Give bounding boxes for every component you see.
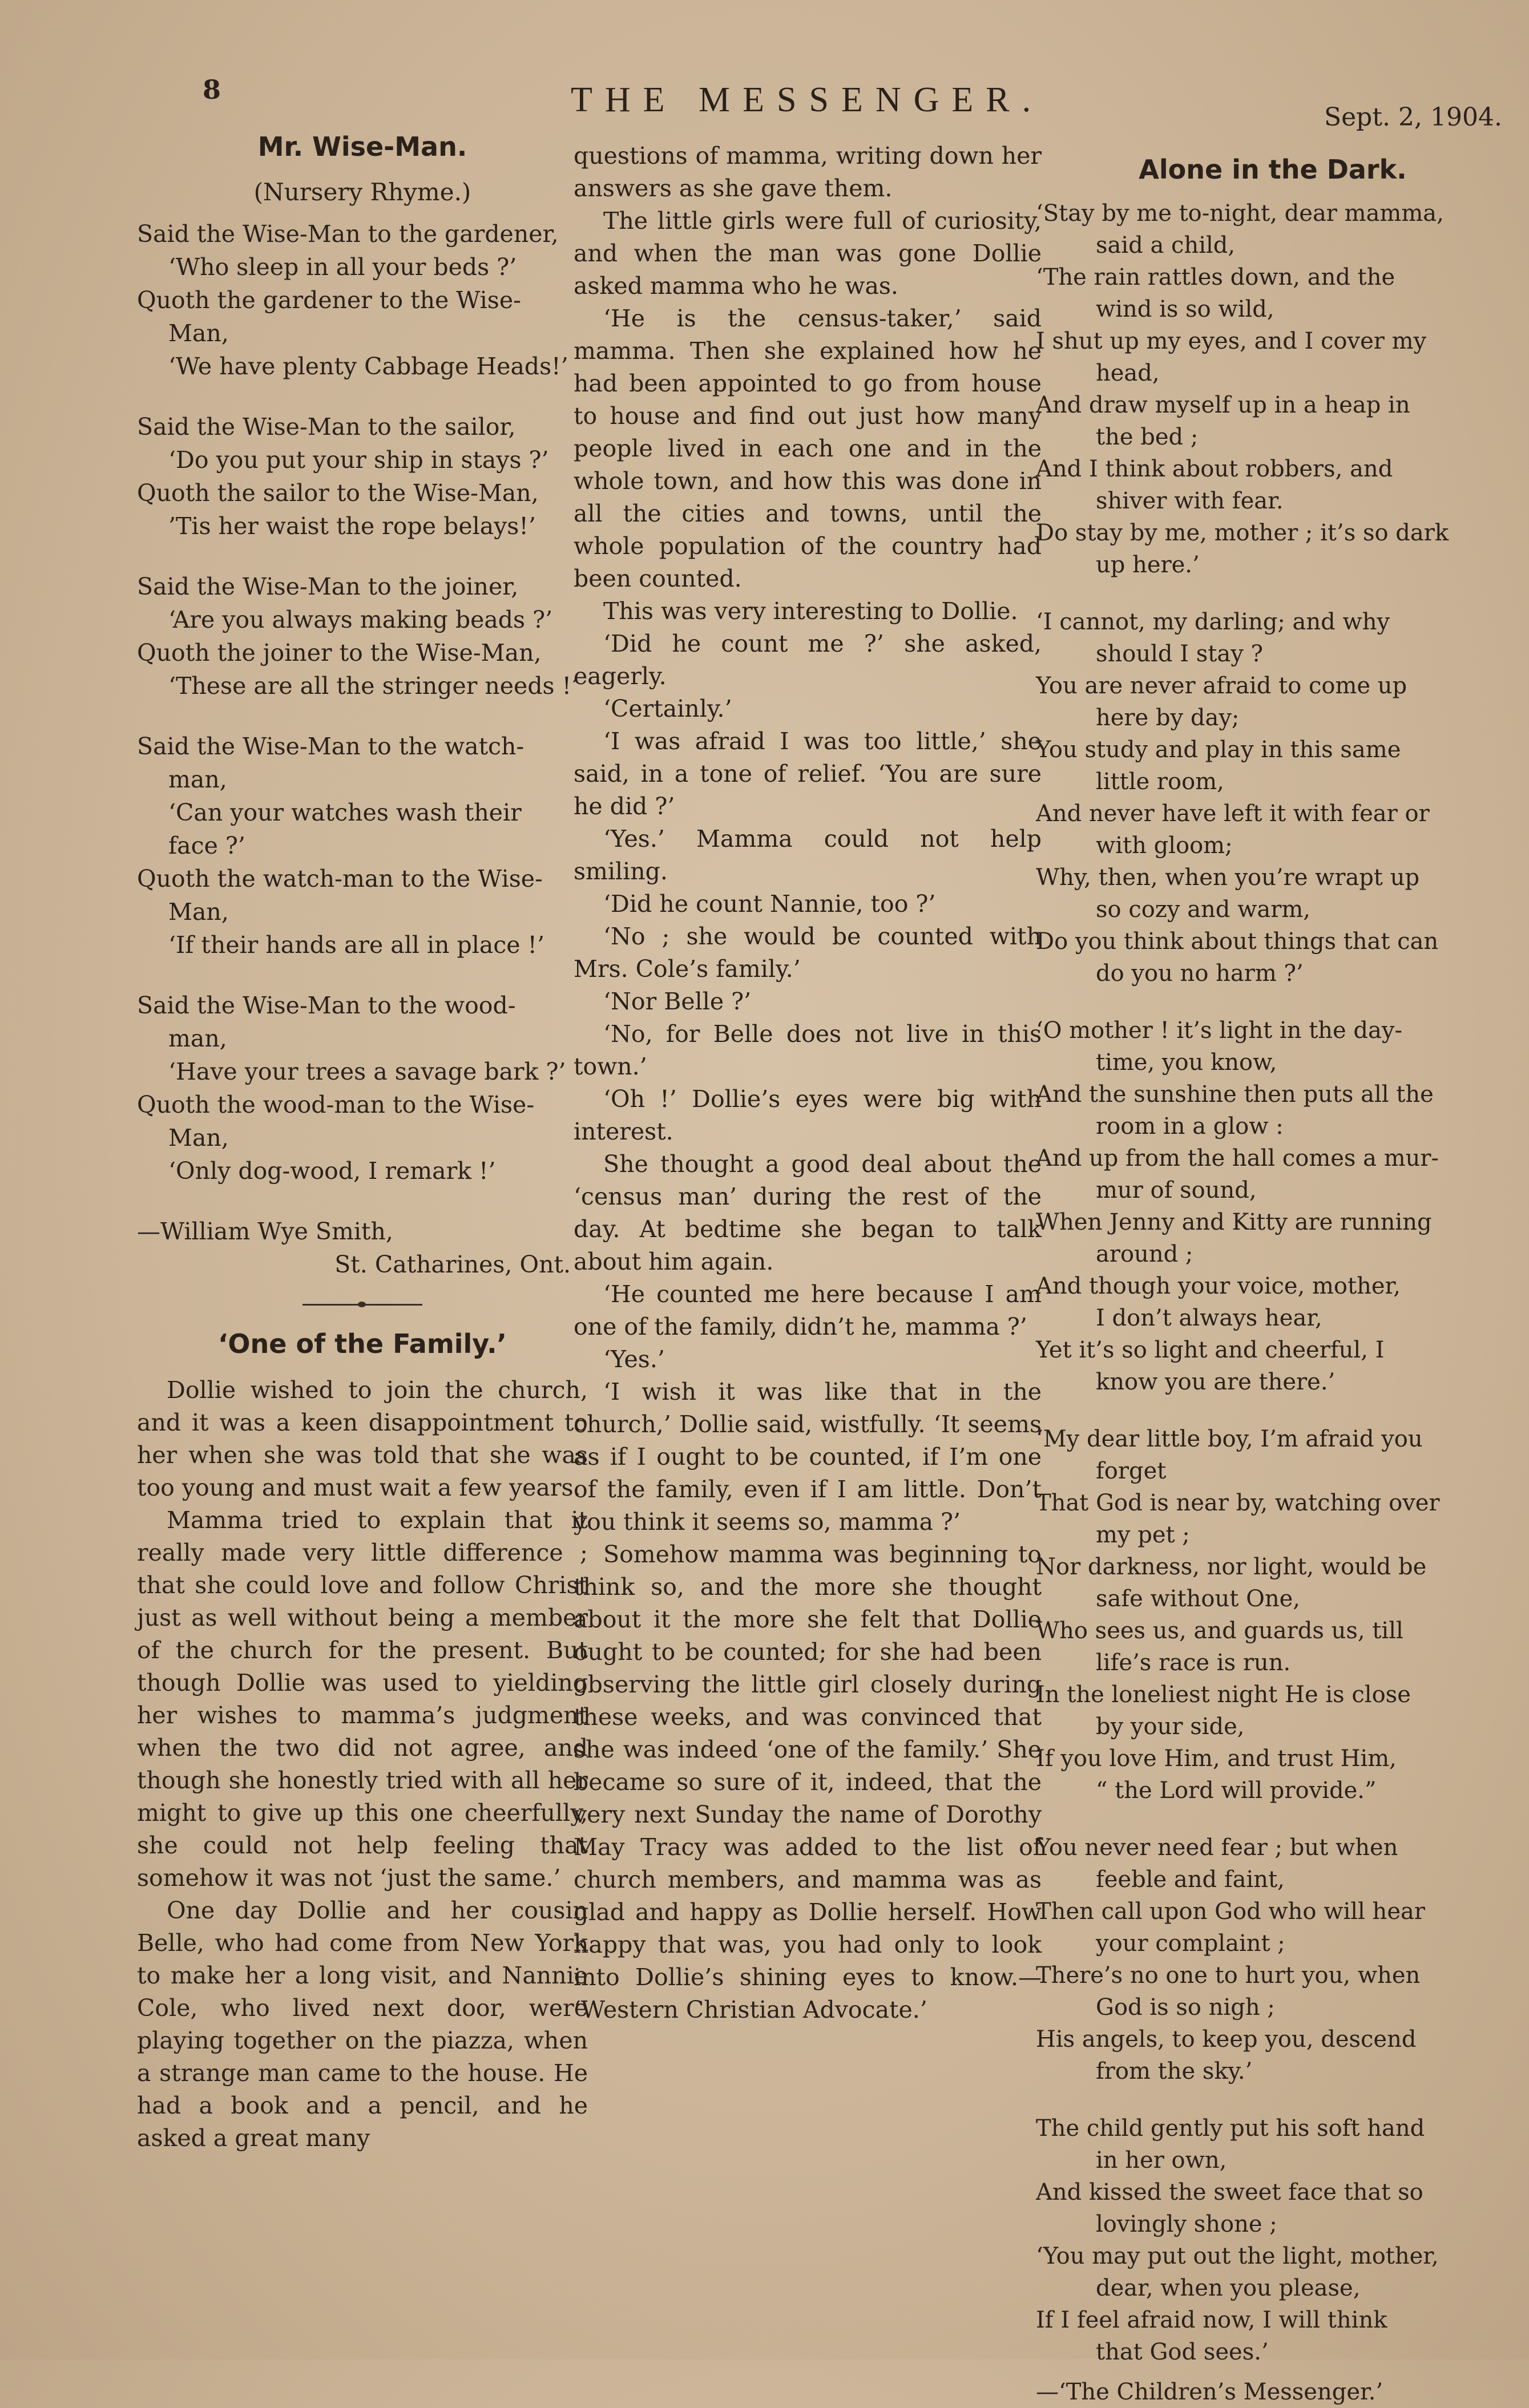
verse-line: Said the Wise-Man to the gardener, — [137, 220, 559, 248]
verse-line: ‘The rain rattles down, and the — [1036, 264, 1395, 290]
verse-line: time, you know, — [1096, 1049, 1277, 1076]
verse-line: Do stay by me, mother ; it’s so dark — [1036, 520, 1449, 546]
verse-line: That God is near by, watching over — [1036, 1490, 1440, 1516]
verse-line: shiver with fear. — [1096, 488, 1284, 514]
stanza — [1036, 197, 1510, 581]
verse-line: Quoth the watch-man to the Wise- — [137, 865, 543, 892]
verse-line: Said the Wise-Man to the wood- — [137, 992, 516, 1019]
stanza — [1036, 1832, 1510, 2087]
verse-line: Man, — [168, 1124, 229, 1152]
paragraph: Dollie wished to join the church, and it was a keen disappointment to her when she was told that she was too young and must wait a few years. — [137, 1376, 588, 1501]
paragraph: ‘Yes.’ Mamma could not help smiling. — [574, 825, 1042, 885]
poem-author-place: St. Catharines, Ont. — [334, 1251, 571, 1278]
verse-line: so cozy and warm, — [1096, 896, 1310, 923]
poem-alone-in-dark-body — [1036, 197, 1510, 2368]
stanza — [137, 989, 588, 1187]
verse-line: Quoth the sailor to the Wise-Man, — [137, 479, 539, 507]
stanza — [137, 570, 588, 702]
stanza — [1036, 1015, 1510, 1398]
paragraph: questions of mamma, writing down her answers as she gave them. — [574, 142, 1042, 202]
verse-line: You study and play in this same — [1036, 737, 1401, 763]
stanza — [137, 410, 588, 543]
verse-line: head, — [1096, 360, 1160, 386]
verse-line: Do you think about things that can — [1036, 928, 1439, 955]
verse-line: mur of sound, — [1096, 1177, 1257, 1203]
paragraph: ‘Oh !’ Dollie’s eyes were big with interest. — [574, 1085, 1042, 1145]
verse-line: Nor darkness, nor light, would be — [1036, 1554, 1427, 1580]
verse-line: here by day; — [1096, 705, 1240, 731]
verse-line: ‘We have plenty Cabbage Heads!’ — [168, 353, 568, 380]
verse-line: lovingly shone ; — [1096, 2211, 1277, 2237]
paragraph: ‘He is the census-taker,’ said mamma. Then she explained how he had been appointed to go from house to house and find out just how many people lived in each one and in the whole town, and how this was done in all the cities and towns, until the whole population of the country had been counted. — [574, 305, 1042, 592]
verse-line: Man, — [168, 898, 229, 926]
paragraph: ‘I was afraid I was too little,’ she said, in a tone of relief. ‘You are sure he did ?’ — [574, 728, 1042, 820]
verse-line: ‘Have your trees a savage bark ?’ — [168, 1058, 566, 1085]
paragraph: ‘Nor Belle ?’ — [603, 988, 752, 1015]
verse-line: Said the Wise-Man to the sailor, — [137, 413, 516, 441]
story-body-part-2 — [574, 140, 1042, 2026]
paper-name: THE MESSENGER. — [571, 80, 1044, 119]
verse-line: with gloom; — [1096, 833, 1233, 859]
verse-line: ‘Are you always making beads ?’ — [168, 606, 553, 633]
stanza — [137, 730, 588, 961]
verse-line: And draw myself up in a heap in — [1036, 392, 1410, 418]
verse-line: Who sees us, and guards us, till — [1036, 1618, 1403, 1644]
paragraph: The little girls were full of curiosity, and when the man was gone Dollie asked mamma who he was. — [574, 207, 1042, 300]
verse-line: ‘Stay by me to-night, dear mamma, — [1036, 200, 1444, 227]
verse-line: The child gently put his soft hand — [1036, 2115, 1425, 2142]
paragraph: ‘Yes.’ — [603, 1346, 665, 1373]
verse-line: dear, when you please, — [1096, 2275, 1361, 2301]
verse-line: up here.’ — [1096, 552, 1200, 578]
verse-line: Quoth the joiner to the Wise-Man, — [137, 639, 542, 666]
verse-line: the bed ; — [1096, 424, 1199, 450]
verse-line: God is so nigh ; — [1096, 1994, 1275, 2021]
poem-title-wise-man: Mr. Wise-Man. — [257, 131, 467, 162]
verse-line: There’s no one to hurt you, when — [1036, 1962, 1421, 1989]
verse-line: In the loneliest night He is close — [1036, 1682, 1411, 1708]
column-3 — [1036, 154, 1510, 2408]
verse-line: forget — [1096, 1458, 1167, 1484]
verse-line: by your side, — [1096, 1714, 1245, 1740]
verse-line: do you no harm ?’ — [1096, 960, 1304, 987]
page-number: 8 — [203, 74, 221, 105]
verse-line: from the sky.’ — [1096, 2058, 1253, 2084]
column-1 — [137, 131, 588, 2155]
verse-line: You never need fear ; but when — [1036, 1835, 1398, 1861]
paragraph: ‘No ; she would be counted with Mrs. Cole’s family.’ — [574, 923, 1042, 983]
verse-line: You are never afraid to come up — [1036, 673, 1407, 699]
poem-title-alone-in-dark: Alone in the Dark. — [1139, 154, 1407, 185]
paragraph: She thought a good deal about the ‘census man’ during the rest of the day. At bedtime she began to talk about him again. — [574, 1150, 1042, 1275]
poem-author: —William Wye Smith, — [137, 1218, 393, 1245]
verse-line: ’Tis her waist the rope belays!’ — [168, 512, 536, 540]
verse-line: And kissed the sweet face that so — [1036, 2179, 1423, 2205]
verse-line: I don’t always hear, — [1096, 1305, 1322, 1331]
verse-line: Then call upon God who will hear — [1036, 1898, 1425, 1925]
verse-line: ‘O mother ! it’s light in the day- — [1036, 1017, 1402, 1044]
verse-line: And though your voice, mother, — [1036, 1273, 1401, 1299]
paragraph: ‘No, for Belle does not live in this town.’ — [574, 1020, 1042, 1080]
verse-line: life’s race is run. — [1096, 1650, 1291, 1676]
verse-line: room in a glow : — [1096, 1113, 1284, 1140]
verse-line: Yet it’s so light and cheerful, I — [1036, 1337, 1385, 1363]
page-header — [0, 68, 1529, 137]
verse-line: Quoth the gardener to the Wise- — [137, 286, 521, 314]
verse-line: my pet ; — [1096, 1522, 1190, 1548]
paragraph: Mamma tried to explain that it really made very little difference ; that she could love and follow Christ just as well without being a member of the church for the present. But though Dollie was used to yielding her wishes to mamma’s judgment when the two did not agree, and though she honestly tried with all her might to give up this one cheerfully, she could not help feeling that somehow it was not ‘just the same.’ — [137, 1506, 588, 1892]
paragraph: ‘He counted me here because I am one of the family, didn’t he, mamma ?’ — [574, 1280, 1042, 1340]
verse-line: And the sunshine then puts all the — [1036, 1081, 1434, 1108]
verse-line: said a child, — [1096, 232, 1236, 258]
verse-line: Said the Wise-Man to the watch- — [137, 733, 525, 760]
verse-line: His angels, to keep you, descend — [1036, 2026, 1417, 2053]
paragraph: This was very interesting to Dollie. — [603, 597, 1018, 625]
verse-line: If I feel afraid now, I will think — [1036, 2307, 1387, 2333]
verse-line: little room, — [1096, 769, 1224, 795]
stanza — [137, 217, 588, 383]
verse-line: your complaint ; — [1096, 1930, 1285, 1957]
paragraph: ‘Did he count Nannie, too ?’ — [603, 890, 936, 918]
verse-line: ‘These are all the stringer needs !’ — [168, 672, 579, 700]
verse-line: ‘Only dog-wood, I remark !’ — [168, 1157, 496, 1185]
verse-line: When Jenny and Kitty are running — [1036, 1209, 1432, 1235]
verse-line: And I think about robbers, and — [1036, 456, 1393, 482]
verse-line: Quoth the wood-man to the Wise- — [137, 1091, 535, 1118]
verse-line: If you love Him, and trust Him, — [1036, 1746, 1397, 1772]
verse-line: safe without One, — [1096, 1586, 1301, 1612]
stanza — [1036, 2112, 1510, 2368]
poem-subtitle: (Nursery Rhyme.) — [253, 178, 471, 206]
verse-line: Said the Wise-Man to the joiner, — [137, 573, 519, 600]
verse-line: feeble and faint, — [1096, 1866, 1285, 1893]
verse-line: know you are there.’ — [1096, 1369, 1336, 1395]
verse-line: that God sees.’ — [1096, 2339, 1269, 2365]
verse-line: around ; — [1096, 1241, 1193, 1267]
verse-line: “ the Lord will provide.” — [1096, 1777, 1377, 1804]
verse-line: ‘I cannot, my darling; and why — [1036, 609, 1390, 635]
paragraph: Somehow mamma was beginning to think so, and the more she thought about it the more she felt that Dollie ought to be counted; for she had been observing the little girl closely during these weeks, and was convinced that she was indeed ‘one of the family.’ She became so sure of it, indeed, that the very next Sunday the name of Dorothy May Tracy was added to the list of church members, and mamma was as glad and happy as Dollie herself. How happy that was, you had only to look into Dollie’s shining eyes to know.— ‘Western Christian Advocate.’ — [574, 1541, 1042, 2023]
verse-line: man, — [168, 766, 227, 793]
verse-line: ‘Can your watches wash their — [168, 799, 522, 826]
paragraph: ‘I wish it was like that in the church,’ Dollie said, wistfully. ‘It seems as if I ought to be counted, if I’m one of the family, even if I am little. Don’t you think it seems so, mamma ?’ — [574, 1378, 1042, 1536]
verse-line: man, — [168, 1025, 227, 1052]
verse-line: Man, — [168, 320, 229, 347]
issue-date: Sept. 2, 1904. — [1324, 103, 1502, 132]
verse-line: ‘You may put out the light, mother, — [1036, 2243, 1439, 2269]
verse-line: I shut up my eyes, and I cover my — [1036, 328, 1427, 354]
story-title: ‘One of the Family.’ — [217, 1328, 507, 1359]
verse-line: And up from the hall comes a mur- — [1036, 1145, 1439, 1171]
verse-line: should I stay ? — [1096, 641, 1263, 667]
verse-line: ‘My dear little boy, I’m afraid you — [1036, 1426, 1423, 1452]
verse-line: ‘Do you put your ship in stays ?’ — [168, 446, 549, 474]
verse-line: wind is so wild, — [1096, 296, 1274, 322]
section-divider — [302, 1304, 422, 1306]
poem-source: —‘The Children’s Messenger.’ — [1036, 2379, 1383, 2405]
paragraph: ‘Certainly.’ — [603, 695, 732, 722]
column-2 — [574, 140, 1042, 2026]
stanza — [1036, 1423, 1510, 1807]
poem-wise-man-body — [137, 217, 588, 1187]
verse-line: ‘Who sleep in all your beds ?’ — [168, 253, 517, 281]
verse-line: Why, then, when you’re wrapt up — [1036, 864, 1420, 891]
stanza — [1036, 606, 1510, 989]
story-body-part-1 — [137, 1374, 588, 2155]
verse-line: And never have left it with fear or — [1036, 801, 1430, 827]
paragraph: ‘Did he count me ?’ she asked, eagerly. — [574, 630, 1042, 690]
verse-line: face ?’ — [168, 832, 245, 859]
verse-line: in her own, — [1096, 2147, 1227, 2173]
paragraph: One day Dollie and her cousin Belle, who had come from New York to make her a long visit, and Nannie Cole, who lived next door, were playing together on the piazza, when a strange man came to the house. He had a book and a pencil, and he asked a great many — [137, 1897, 588, 2152]
verse-line: ‘If their hands are all in place !’ — [168, 931, 545, 959]
